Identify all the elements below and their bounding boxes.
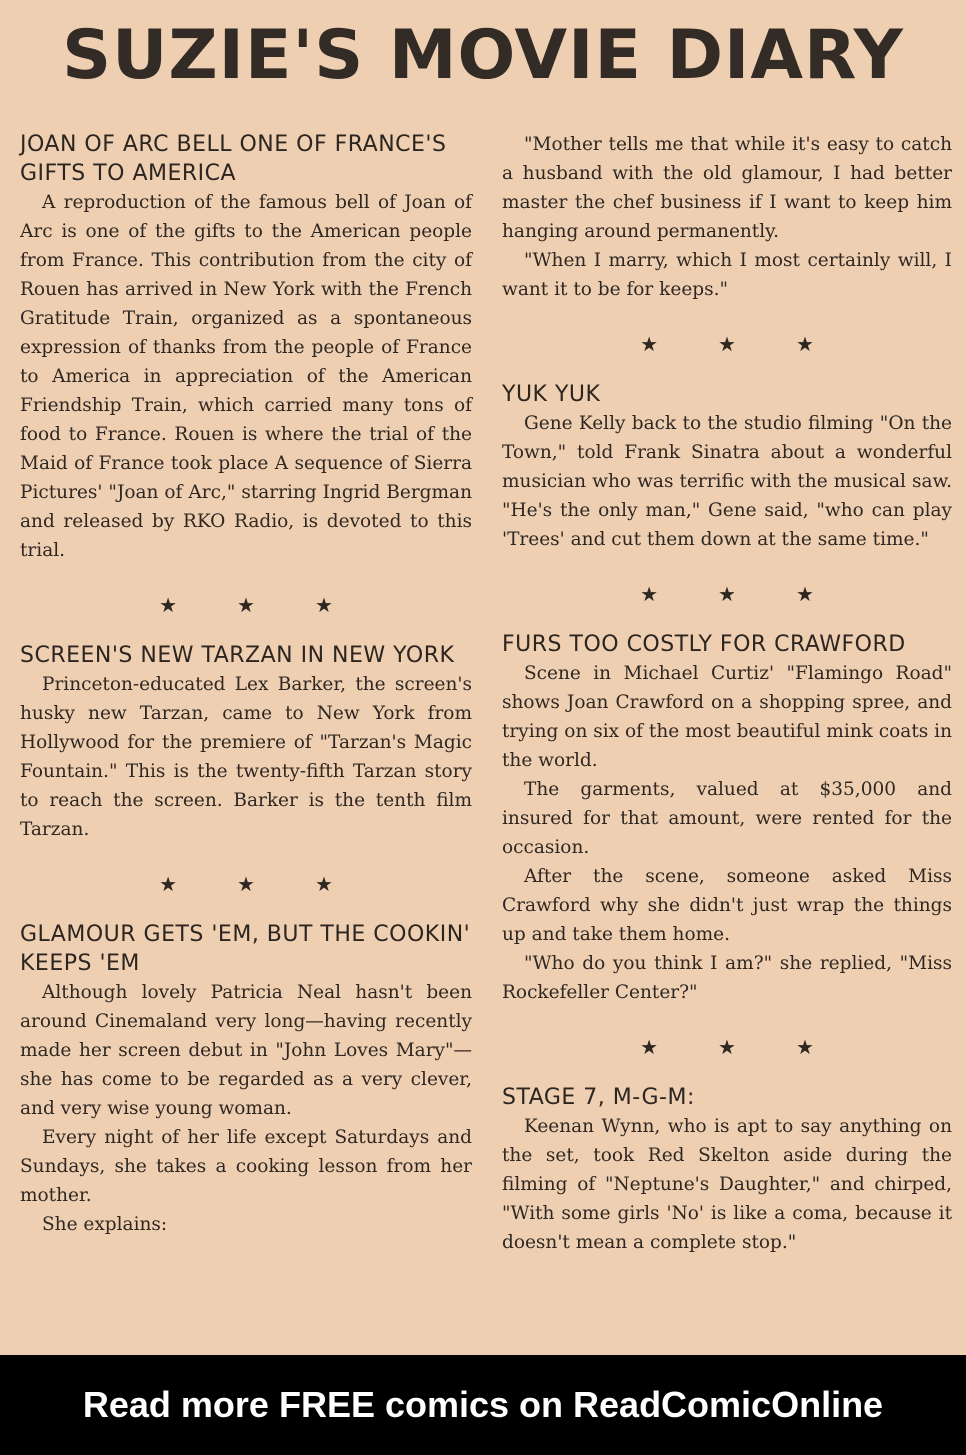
star-divider: ★★★ (159, 593, 393, 617)
article-paragraph: Scene in Michael Curtiz' "Flamingo Road" shows Joan Crawford on a shopping spree, and trying on six of the most beautiful mink coats in the world. (502, 663, 952, 771)
article-headline: FURS TOO COSTLY FOR CRAWFORD (502, 632, 906, 657)
article-paragraph: "When I marry, which I most certainly will, I want it to be for keeps." (502, 250, 952, 300)
article-furs-crawford (502, 630, 952, 1007)
star-divider: ★★★ (640, 582, 874, 606)
article-paragraph: A reproduction of the famous bell of Joan of Arc is one of the gifts to the American people from France. This contribution from the city of Rouen has arrived in New York with the French Gratitude Train, organized as a spontaneous expression of thanks from the people of France to America in appreciation of the American Friendship Train, which carried many tons of food to France. Rouen is where the trial of the Maid of France took place A sequence of Sierra Pictures' "Joan of Arc," starring Ingrid Bergman and released by RKO Radio, is devoted to this trial. (20, 192, 472, 561)
right-column (502, 130, 952, 1257)
article-new-tarzan (20, 641, 472, 844)
star-divider: ★★★ (640, 1035, 874, 1059)
star-divider: ★★★ (159, 872, 393, 896)
article-paragraph: Every night of her life except Saturdays and Sundays, she takes a cooking lesson from her mother. (20, 1127, 472, 1206)
article-headline: YUK YUK (502, 382, 601, 407)
article-stage-7 (502, 1083, 952, 1257)
article-glamour-continued (502, 130, 952, 304)
article-headline: STAGE 7, M-G-M: (502, 1085, 695, 1110)
article-glamour (20, 920, 472, 1239)
article-joan-of-arc (20, 130, 472, 565)
article-paragraph: "Mother tells me that while it's easy to catch a husband with the old glamour, I had better master the chef business if I want to keep him hanging around permanently. (502, 134, 952, 242)
article-paragraph: Gene Kelly back to the studio filming "On the Town," told Frank Sinatra about a wonderful musician who was terrific with the musical saw. "He's the only man," Gene said, "who can play 'Trees' and cut them down at the same time." (502, 413, 952, 550)
article-paragraph: The garments, valued at $35,000 and insured for that amount, were rented for the occasion. (502, 779, 952, 858)
article-paragraph: Although lovely Patricia Neal hasn't been around Cinemaland very long—having recently made her screen debut in "John Loves Mary"—she has come to be regarded as a very clever, and very wise young woman. (20, 982, 472, 1119)
article-paragraph: She explains: (42, 1214, 168, 1235)
article-paragraph: "Who do you think I am?" she replied, "Miss Rockefeller Center?" (502, 953, 952, 1003)
article-headline: SCREEN'S NEW TARZAN IN NEW YORK (20, 643, 455, 668)
star-divider: ★★★ (640, 332, 874, 356)
article-headline: JOAN OF ARC BELL ONE OF FRANCE'S GIFTS TO AMERICA (20, 132, 447, 186)
article-paragraph: Keenan Wynn, who is apt to say anything on the set, took Red Skelton aside during the filming of "Neptune's Daughter," and chirped, "With some girls 'No' is like a coma, because it doesn't mean a complete stop." (502, 1116, 952, 1253)
article-paragraph: After the scene, someone asked Miss Crawford why she didn't just wrap the things up and take them home. (502, 866, 952, 945)
article-yuk-yuk (502, 380, 952, 554)
left-column (20, 130, 472, 1239)
promo-banner[interactable]: Read more FREE comics on ReadComicOnline (0, 1355, 966, 1455)
page-title: SUZIE'S MOVIE DIARY (62, 16, 904, 95)
article-headline: GLAMOUR GETS 'EM, BUT THE COOKIN' KEEPS 'EM (20, 922, 471, 976)
article-paragraph: Princeton-educated Lex Barker, the screen's husky new Tarzan, came to New York from Hollywood for the premiere of "Tarzan's Magic Fountain." This is the twenty-fifth Tarzan story to reach the screen. Barker is the tenth film Tarzan. (20, 674, 472, 840)
